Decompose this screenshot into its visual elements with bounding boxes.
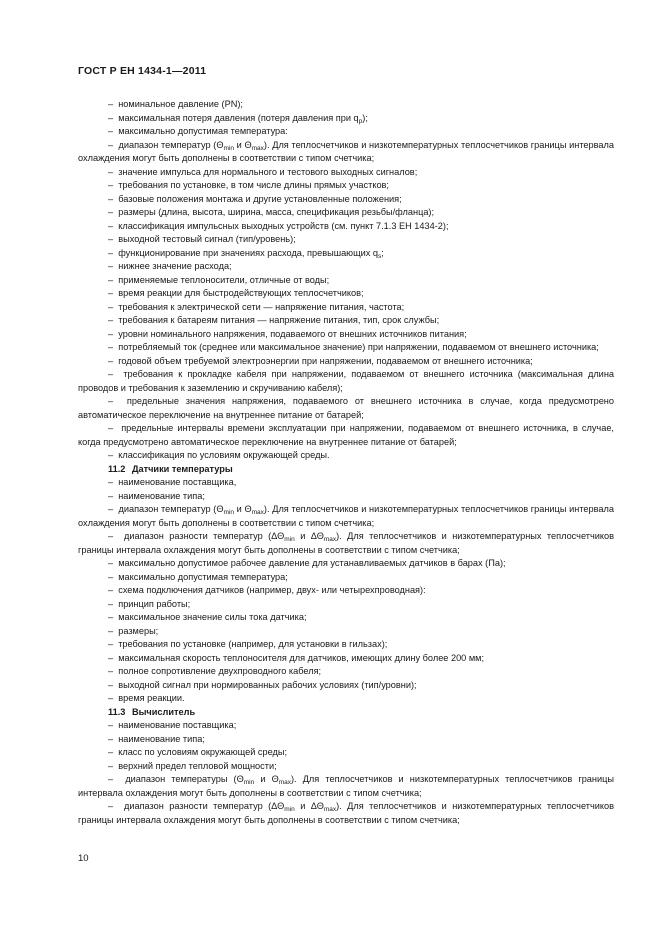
list-item: – диапазон разности температур ($\Delta\Theta_{min}$ и $\Delta\Theta_{max}$). Для теплосчетчиков и низкотемпературных теплосчетчиков границы интервала охлаждения могут быть дополнены в соответствии с типом счетчика; <box>78 800 614 827</box>
list-item: – классификация по условиям окружающей среды. <box>78 449 614 463</box>
list-item: – размеры; <box>78 625 614 639</box>
list-item: – годовой объем требуемой электроэнергии при напряжении, подаваемом от внешнего источника; <box>78 355 614 369</box>
list-item: – диапазон разности температур ($\Delta\Theta_{min}$ и $\Delta\Theta_{max}$). Для теплосчетчиков и низкотемпературных теплосчетчиков границы интервала охлаждения могут быть дополнены в соответствии с типом счетчика; <box>78 530 614 557</box>
top-list <box>78 98 614 463</box>
list-item: – наименование поставщика, <box>78 476 614 490</box>
list-item: – выходной сигнал при нормированных рабочих условиях (тип/уровни); <box>78 679 614 693</box>
section-heading-11-2 <box>78 463 614 477</box>
list-item: – уровни номинального напряжения, подаваемого от внешних источников питания; <box>78 328 614 342</box>
list-item: – максимально допустимое рабочее давление для устанавливаемых датчиков в барах (Па); <box>78 557 614 571</box>
list-item: – схема подключения датчиков (например, двух- или четырехпроводная): <box>78 584 614 598</box>
section-title: Датчики температуры <box>131 463 233 474</box>
list-item: – номинальное давление (PN); <box>78 98 614 112</box>
list-item: – диапазон температур ($\Theta_{min}$ и $\Theta_{max}$). Для теплосчетчиков и низкотемпературных теплосчетчиков границы интервала охлаждения могут быть дополнены в соответствии с типом счетчика; <box>78 139 614 166</box>
list-item: – полное сопротивление двухпроводного кабеля; <box>78 665 614 679</box>
list-item: – применяемые теплоносители, отличные от воды; <box>78 274 614 288</box>
section-heading-11-3 <box>78 706 614 720</box>
list-item: – диапазон температуры ($\Theta_{min}$ и $\Theta_{max}$). Для теплосчетчиков и низкотемпературных теплосчетчиков границы интервала охлаждения могут быть дополнены в соответствии с типом счетчика; <box>78 773 614 800</box>
list-item: – классификация импульсных выходных устройств (см. пункт 7.1.3 ЕН 1434-2); <box>78 220 614 234</box>
list-item: – максимально допустимая температура; <box>78 571 614 585</box>
list-item: – принцип работы; <box>78 598 614 612</box>
list-item: – функционирование при значениях расхода, превышающих $q_s$; <box>78 247 614 261</box>
list-item: – требования по установке, в том числе длины прямых участков; <box>78 179 614 193</box>
list-item: – максимально допустимая температура: <box>78 125 614 139</box>
list-item: – наименование типа; <box>78 490 614 504</box>
list-item: – предельные значения напряжения, подаваемого от внешнего источника в случае, когда предусмотрено автоматическое переключение на внутреннее питание от батарей; <box>78 395 614 422</box>
list-item: – время реакции. <box>78 692 614 706</box>
list-item: – предельные интервалы времени эксплуатации при напряжении, подаваемом от внешнего источника, в случае, когда предусмотрено автоматическое переключение на внутреннее питание от батарей; <box>78 422 614 449</box>
list-item: – наименование поставщика; <box>78 719 614 733</box>
list-item: – выходной тестовый сигнал (тип/уровень); <box>78 233 614 247</box>
list-item: – размеры (длина, высота, ширина, масса, спецификация резьбы/фланца); <box>78 206 614 220</box>
document-body <box>78 98 614 827</box>
list-item: – требования к электрической сети — напряжение питания, частота; <box>78 301 614 315</box>
document-header: ГОСТ Р ЕН 1434-1—2011 <box>78 65 207 77</box>
list-item: – требования к прокладке кабеля при напряжении, подаваемом от внешнего источника (максимальная длина проводов и требования к заземлению и скручиванию кабеля); <box>78 368 614 395</box>
list-item: – время реакции для быстродействующих теплосчетчиков; <box>78 287 614 301</box>
section-11-3-list <box>78 719 614 827</box>
list-item: – диапазон температур ($\Theta_{min}$ и $\Theta_{max}$). Для теплосчетчиков и низкотемпературных теплосчетчиков границы интервала охлаждения могут быть дополнены в соответствии с типом счетчика; <box>78 503 614 530</box>
list-item: – наименование типа; <box>78 733 614 747</box>
list-item: – требования к батареям питания — напряжение питания, тип, срок службы; <box>78 314 614 328</box>
list-item: – верхний предел тепловой мощности; <box>78 760 614 774</box>
section-number: 11.2 <box>108 463 126 474</box>
section-number: 11.3 <box>108 706 126 717</box>
section-11-2-list <box>78 476 614 706</box>
list-item: – потребляемый ток (среднее или максимальное значение) при напряжении, подаваемом от внешнего источника; <box>78 341 614 355</box>
list-item: – класс по условиям окружающей среды; <box>78 746 614 760</box>
list-item: – требования по установке (например, для установки в гильзах); <box>78 638 614 652</box>
list-item: – базовые положения монтажа и другие установленные положения; <box>78 193 614 207</box>
list-item: – нижнее значение расхода; <box>78 260 614 274</box>
list-item: – максимальная скорость теплоносителя для датчиков, имеющих длину более 200 мм; <box>78 652 614 666</box>
list-item: – значение импульса для нормального и тестового выходных сигналов; <box>78 166 614 180</box>
page-number: 10 <box>78 853 89 864</box>
section-title: Вычислитель <box>131 706 196 717</box>
list-item: – максимальная потеря давления (потеря давления при $q_p$); <box>78 112 614 126</box>
list-item: – максимальное значение силы тока датчика; <box>78 611 614 625</box>
